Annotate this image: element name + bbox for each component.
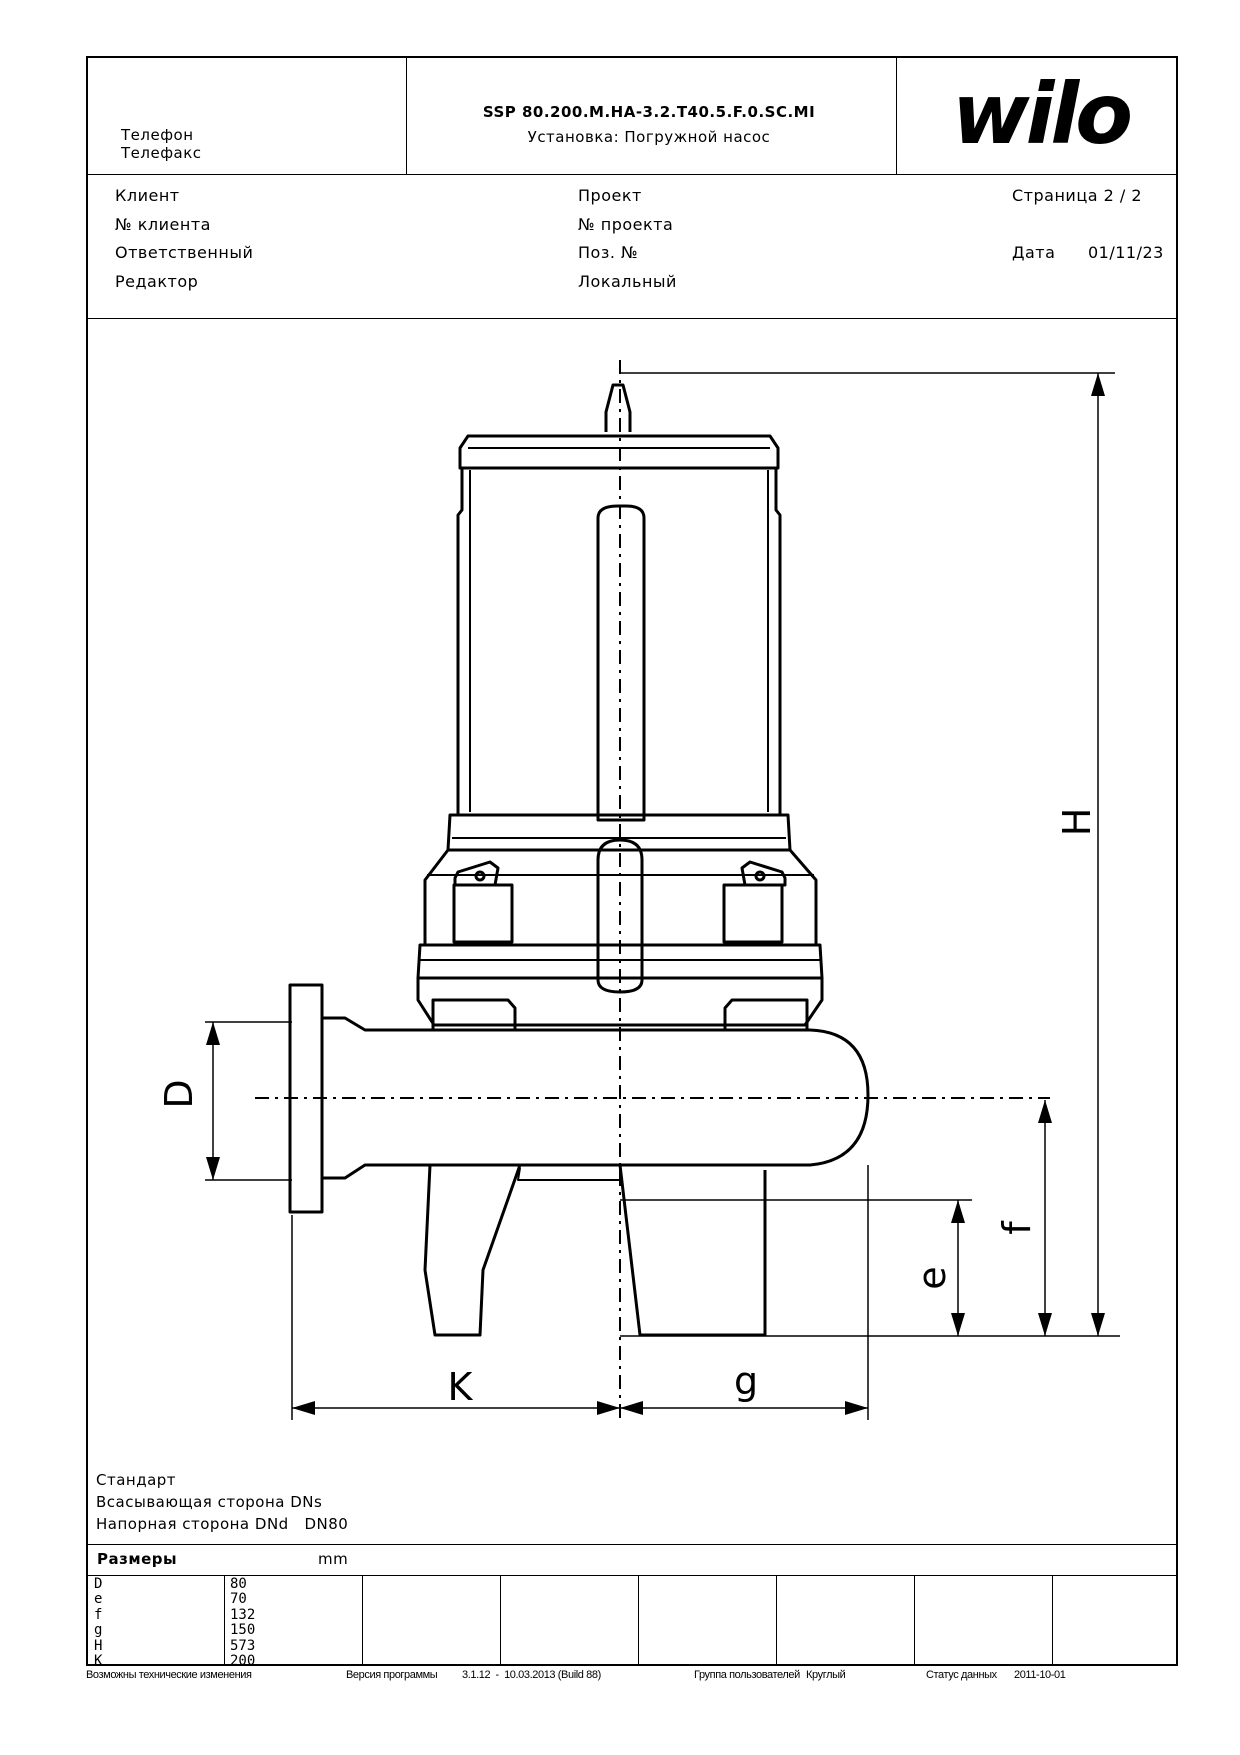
installation-type: Установка: Погружной насос (527, 128, 771, 146)
dim-label-D: D (157, 1079, 201, 1109)
client-label: Клиент (115, 186, 180, 205)
local-label: Локальный (578, 272, 677, 291)
footer-data-status-value: 2011-10-01 (1014, 1669, 1066, 1681)
footer-version-value: 3.1.12 - 10.03.2013 (Build 88) (462, 1669, 601, 1681)
dimension-name: D (94, 1576, 103, 1592)
dimension-value: 80 (230, 1576, 247, 1592)
client-no-label: № клиента (115, 215, 211, 234)
dimension-name: f (94, 1606, 103, 1623)
footer-data-status-label: Статус данных (926, 1669, 997, 1681)
footer-user-group-label: Группа пользователей (694, 1669, 800, 1681)
wilo-logo: wilo (952, 65, 1129, 163)
dim-label-H: H (1055, 807, 1099, 837)
editor-label: Редактор (115, 272, 199, 291)
suction-side-label: Всасывающая сторона DNs (96, 1493, 323, 1511)
position-no-label: Поз. № (578, 243, 639, 262)
dim-label-K: K (447, 1365, 473, 1409)
date-value: 01/11/23 (1088, 243, 1164, 262)
dim-label-e: e (910, 1266, 954, 1290)
dimension-names (94, 1577, 102, 1669)
dimension-name: H (94, 1637, 103, 1654)
dimension-values (230, 1577, 255, 1669)
date-label: Дата (1012, 243, 1056, 262)
dimension-name: g (94, 1622, 103, 1639)
phone-label: Телефон (121, 126, 194, 144)
project-no-label: № проекта (578, 215, 674, 234)
footer-version-label: Версия программы (346, 1669, 438, 1681)
dimension-value: 132 (230, 1606, 256, 1623)
product-code: SSP 80.200.M.HA-3.2.T40.5.F.0.SC.MI (482, 103, 816, 121)
standard-label: Стандарт (96, 1471, 177, 1489)
dimension-value: 150 (230, 1622, 256, 1639)
footer-changes-note: Возможны технические изменения (86, 1669, 252, 1681)
dimensions-unit: mm (318, 1550, 349, 1568)
dim-label-f: f (995, 1221, 1039, 1235)
dimension-name: K (94, 1653, 103, 1670)
pressure-side-label: Напорная сторона DNd DN80 (96, 1515, 349, 1533)
page-number: Страница 2 / 2 (1012, 186, 1143, 205)
dim-label-g: g (733, 1359, 759, 1403)
project-label: Проект (578, 186, 642, 205)
responsible-label: Ответственный (115, 243, 254, 262)
footer-user-group-value: Круглый (806, 1669, 846, 1681)
dimension-value: 200 (230, 1653, 256, 1670)
dimension-value: 573 (230, 1637, 256, 1654)
dimension-value: 70 (230, 1591, 247, 1608)
dimensions-title: Размеры (97, 1550, 178, 1568)
dimension-name: e (94, 1591, 103, 1608)
fax-label: Телефакс (121, 144, 202, 162)
